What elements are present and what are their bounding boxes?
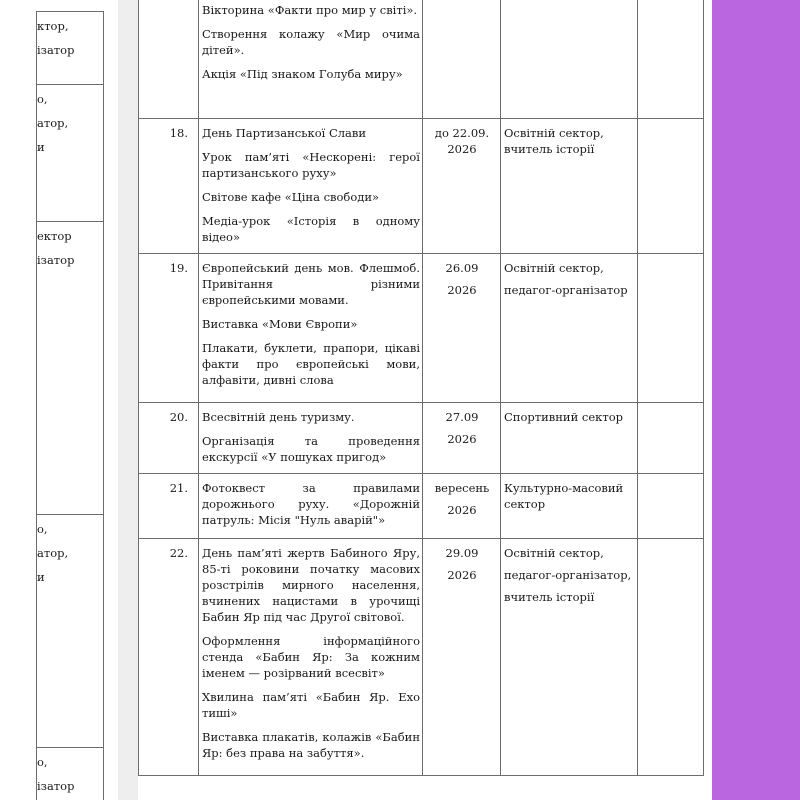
left-cell-line: атор, bbox=[37, 116, 69, 130]
left-cell-line: и bbox=[37, 570, 45, 584]
activity-cell bbox=[199, 403, 423, 474]
responsible-text: Спортивний сектор bbox=[504, 410, 623, 424]
left-table-row bbox=[37, 748, 104, 800]
note-cell bbox=[638, 474, 704, 539]
left-cell-line: о, bbox=[37, 92, 48, 106]
responsible-cell bbox=[501, 254, 638, 403]
date-text: 26.09 bbox=[445, 261, 479, 275]
row-number bbox=[139, 0, 199, 119]
activity-item: Хвилина пам’яті «Бабин Яр. Ехо тиші» bbox=[202, 690, 420, 720]
activity-item: Виставка плакатів, колажів «Бабин Яр: без права на забуття». bbox=[202, 730, 420, 760]
left-cell-line: атор, bbox=[37, 546, 69, 560]
events-table bbox=[138, 0, 704, 776]
responsible-cell bbox=[501, 119, 638, 254]
date-text: 2026 bbox=[447, 568, 477, 582]
left-cell-line: ктор, bbox=[37, 19, 69, 33]
left-table-row bbox=[37, 12, 104, 85]
responsible-text: Освітній сектор, bbox=[504, 261, 604, 275]
left-cell-line: о, bbox=[37, 522, 48, 536]
left-table-cell bbox=[37, 222, 104, 515]
activity-item: Оформлення інформаційного стенда «Бабин Яр: За кожним іменем — розірваний всесвіт» bbox=[202, 634, 420, 680]
row-number: 19. bbox=[139, 254, 199, 403]
left-table-cell bbox=[37, 515, 104, 748]
activity-cell bbox=[199, 474, 423, 539]
activity-cell bbox=[199, 254, 423, 403]
left-table-cell bbox=[37, 85, 104, 222]
activity-item: Організація та проведення екскурсії «У пошуках пригод» bbox=[202, 434, 420, 464]
row-number: 22. bbox=[139, 539, 199, 776]
note-cell bbox=[638, 539, 704, 776]
row-number: 21. bbox=[139, 474, 199, 539]
left-page-table bbox=[36, 11, 104, 800]
date-cell bbox=[423, 539, 501, 776]
page-gutter bbox=[118, 0, 138, 800]
left-cell-line: ізатор bbox=[37, 779, 75, 793]
activity-item: Вікторина «Факти про мир у світі». bbox=[202, 3, 418, 17]
left-table-row bbox=[37, 515, 104, 748]
left-cell-line: и bbox=[37, 140, 45, 154]
responsible-cell bbox=[501, 403, 638, 474]
activity-item: Європейський день мов. Флешмоб. Привітання різними європейськими мовами. bbox=[202, 261, 420, 307]
row-number: 20. bbox=[139, 403, 199, 474]
left-table-row bbox=[37, 222, 104, 515]
left-page bbox=[0, 0, 118, 800]
responsible-text: Освітній сектор, bbox=[504, 546, 604, 560]
note-cell bbox=[638, 403, 704, 474]
left-table-cell bbox=[37, 12, 104, 85]
date-cell bbox=[423, 119, 501, 254]
activity-item: Створення колажу «Мир очима дітей». bbox=[202, 27, 420, 57]
responsible-text: педагог-організатор, bbox=[504, 568, 632, 582]
left-cell-line: ізатор bbox=[37, 253, 75, 267]
activity-cell bbox=[199, 0, 423, 119]
activity-cell bbox=[199, 119, 423, 254]
note-cell bbox=[638, 0, 704, 119]
left-table-row bbox=[37, 85, 104, 222]
responsible-cell bbox=[501, 474, 638, 539]
left-cell-line: ектор bbox=[37, 229, 72, 243]
date-cell bbox=[423, 0, 501, 119]
main-page[interactable] bbox=[138, 0, 712, 800]
left-table-cell bbox=[37, 748, 104, 800]
table-row bbox=[139, 539, 704, 776]
table-row bbox=[139, 254, 704, 403]
note-cell bbox=[638, 254, 704, 403]
responsible-cell bbox=[501, 0, 638, 119]
table-row bbox=[139, 474, 704, 539]
side-panel bbox=[712, 0, 800, 800]
activity-item: Світове кафе «Ціна свободи» bbox=[202, 190, 380, 204]
date-text: 2026 bbox=[447, 432, 477, 446]
responsible-text: вчитель історії bbox=[504, 590, 595, 604]
responsible-text: Освітній сектор, вчитель історії bbox=[504, 126, 604, 156]
activity-item: Акція «Під знаком Голуба миру» bbox=[202, 67, 403, 81]
responsible-text: педагог-організатор bbox=[504, 283, 628, 297]
activity-cell bbox=[199, 539, 423, 776]
date-cell bbox=[423, 474, 501, 539]
activity-item: День пам’яті жертв Бабиного Яру, 85-ті роковини початку масових розстрілів мирного населення, вчинених нацистами в урочищі Бабин Яр під час Другої світової. bbox=[202, 546, 420, 624]
note-cell bbox=[638, 119, 704, 254]
activity-item: Виставка «Мови Європи» bbox=[202, 317, 358, 331]
table-row bbox=[139, 0, 704, 119]
activity-item: Урок пам’яті «Нескорені: герої партизанського руху» bbox=[202, 150, 420, 180]
date-text: до 22.09. 2026 bbox=[434, 126, 490, 156]
responsible-text: Культурно-масовий сектор bbox=[504, 481, 624, 511]
date-text: 27.09 bbox=[445, 410, 479, 424]
activity-item: День Партизанської Слави bbox=[202, 126, 367, 140]
activity-item: Медіа-урок «Історія в одному відео» bbox=[202, 214, 420, 244]
left-cell-line: ізатор bbox=[37, 43, 75, 57]
activity-item: Плакати, буклети, прапори, цікаві факти про європейські мови, алфавіти, дивні слова bbox=[202, 341, 420, 387]
date-text: 2026 bbox=[447, 503, 477, 517]
responsible-cell bbox=[501, 539, 638, 776]
left-cell-line: о, bbox=[37, 755, 48, 769]
date-text: вересень bbox=[434, 481, 490, 495]
activity-item: Фотоквест за правилами дорожнього руху. «Дорожній патруль: Місія "Нуль аварій"» bbox=[202, 481, 420, 527]
table-row bbox=[139, 403, 704, 474]
table-row bbox=[139, 119, 704, 254]
date-text: 2026 bbox=[447, 283, 477, 297]
date-text: 29.09 bbox=[445, 546, 479, 560]
activity-item: Всесвітній день туризму. bbox=[202, 410, 355, 424]
date-cell bbox=[423, 254, 501, 403]
row-number: 18. bbox=[139, 119, 199, 254]
date-cell bbox=[423, 403, 501, 474]
